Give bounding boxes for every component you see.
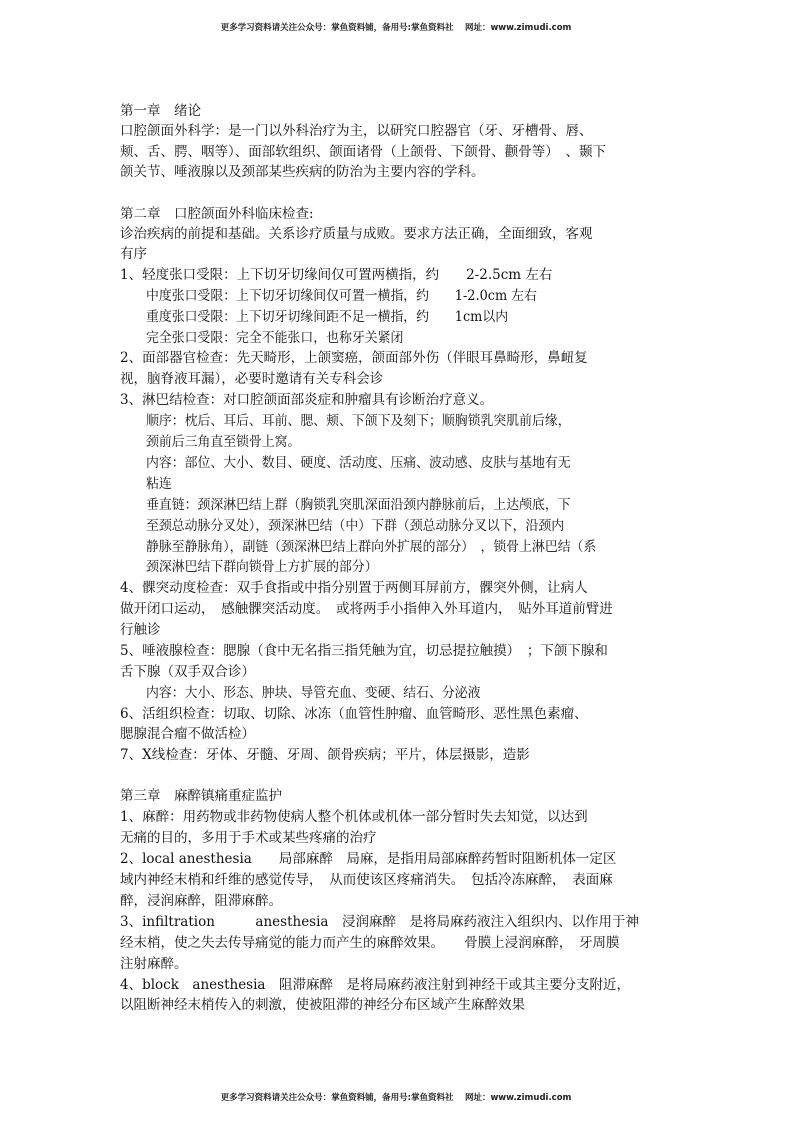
text-line: 1、麻醉：用药物或非药物使病人整个机体或机体一部分暂时失去知觉，以达到 xyxy=(120,809,588,825)
text-line: 7、X线检查：牙体、牙髓、牙周、颌骨疾病；平片，体层摄影，造影 xyxy=(120,747,530,763)
text-line: 中度张口受限：上下切牙切缘间仅可置一横指，约 1-2.0cm 左右 xyxy=(146,288,537,304)
text-line: 3、infiltration anesthesia 浸润麻醉 是将局麻药液注入组织内、以作用于神 xyxy=(120,914,639,930)
text-line: 3、淋巴结检查：对口腔颌面部炎症和肿瘤具有诊断治疗意义。 xyxy=(120,392,494,408)
text-line: 粘连 xyxy=(146,476,172,492)
text-line: 静脉至静脉角），副链（颈深淋巴结上群向外扩展的部分） ，锁骨上淋巴结（系 xyxy=(146,539,597,555)
text-line: 至颈总动脉分叉处），颈深淋巴结（中）下群（颈总动脉分叉以下，沿颈内 xyxy=(146,518,565,534)
text-line: 以阻断神经末梢传入的刺激，使被阻滞的神经分布区域产生麻醉效果 xyxy=(120,997,525,1013)
text-line: 1、轻度张口受限：上下切牙切缘间仅可置两横指，约 2-2.5cm 左右 xyxy=(120,267,553,283)
text-line: 第三章 麻醉镇痛重症监护 xyxy=(120,788,282,804)
text-line: 做开闭口运动， 感触髁突活动度。 或将两手小指伸入外耳道内， 贴外耳道前臂进 xyxy=(120,601,613,617)
text-line: 内容：大小、形态、肿块、导管充血、变硬、结石、分泌液 xyxy=(146,685,481,701)
text-line: 视，脑脊液耳漏），必要时邀请有关专科会诊 xyxy=(120,371,384,387)
text-line: 无痛的目的，多用于手术或某些疼痛的治疗 xyxy=(120,830,377,846)
text-line: 顺序：枕后、耳后、耳前、腮、颊、下颌下及刻下；顺胸锁乳突肌前后缘， xyxy=(146,413,571,429)
text-line: 4、block anesthesia 阻滞麻醉 是将局麻药液注射到神经干或其主要分支附近， xyxy=(120,977,630,993)
text-line: 域内神经末梢和纤维的感觉传导， 从而使该区疼痛消失。 包括冷冻麻醉， 表面麻 xyxy=(120,872,613,888)
text-line: 行触诊 xyxy=(120,622,161,638)
text-line: 颈深淋巴结下群向锁骨上方扩展的部分） xyxy=(146,559,378,575)
text-line: 腮腺混合瘤不做活检） xyxy=(120,726,255,742)
text-line: 经末梢，使之失去传导痛觉的能力而产生的麻醉效果。 骨膜上浸润麻醉， 牙周膜 xyxy=(120,935,620,951)
footer-banner: 更多学习资料请关注公众号：掌鱼资料铺，备用号:掌鱼资料社 网址：www.zimudi.com xyxy=(220,1093,572,1103)
text-line: 重度张口受限：上下切牙切缘间距不足一横指，约 1cm以内 xyxy=(146,309,509,325)
text-line: 口腔颌面外科学：是一门以外科治疗为主，以研究口腔器官（牙、牙槽骨、唇、 xyxy=(120,123,593,139)
text-line: 6、活组织检查：切取、切除、冰冻（血管性肿瘤、血管畸形、恶性黑色素瘤、 xyxy=(120,706,588,722)
text-line: 舌下腺（双手双合诊） xyxy=(120,664,255,680)
text-line: 颈前后三角直至锁骨上窝。 xyxy=(146,434,301,450)
text-line: 2、面部器官检查：先天畸形，上颌窦癌，颌面部外伤（伴眼耳鼻畸形，鼻衄复 xyxy=(120,350,588,366)
text-line: 注射麻醉。 xyxy=(120,956,188,972)
text-line: 5、唾液腺检查：腮腺（食中无名指三指凭触为宜，切忌提拉触摸） ；下颌下腺和 xyxy=(120,643,608,659)
header-banner: 更多学习资料请关注公众号：掌鱼资料铺，备用号:掌鱼资料社 网址：www.zimudi.com xyxy=(220,23,572,33)
text-line: 颊、舌、腭、咽等）、面部软组织、颌面诸骨（上颌骨、下颌骨、颧骨等） 、颞下 xyxy=(120,144,606,160)
text-line: 醉，浸润麻醉，阻滞麻醉。 xyxy=(120,893,282,909)
text-line: 2、local anesthesia 局部麻醉 局麻，是指用局部麻醉药暂时阻断机体一定区 xyxy=(120,851,617,867)
text-line: 内容：部位、大小、数目、硬度、活动度、压痛、波动感、皮肤与基地有无 xyxy=(146,455,571,471)
text-line: 颌关节、唾液腺以及颈部某些疾病的防治为主要内容的学科。 xyxy=(120,164,485,180)
text-line: 完全张口受限：完全不能张口，也称牙关紧闭 xyxy=(146,330,404,346)
text-line: 第一章 绪论 xyxy=(120,103,201,119)
text-line: 诊治疾病的前提和基础。关系诊疗质量与成败。要求方法正确，全面细致，客观 xyxy=(120,226,593,242)
text-line: 4、髁突动度检查：双手食指或中指分别置于两侧耳屏前方，髁突外侧，让病人 xyxy=(120,580,588,596)
text-line: 垂直链：颈深淋巴结上群（胸锁乳突肌深面沿颈内静脉前后，上达颅底，下 xyxy=(146,497,571,513)
text-line: 第二章 口腔颌面外科临床检查: xyxy=(120,206,314,222)
text-line: 有序 xyxy=(120,246,147,262)
